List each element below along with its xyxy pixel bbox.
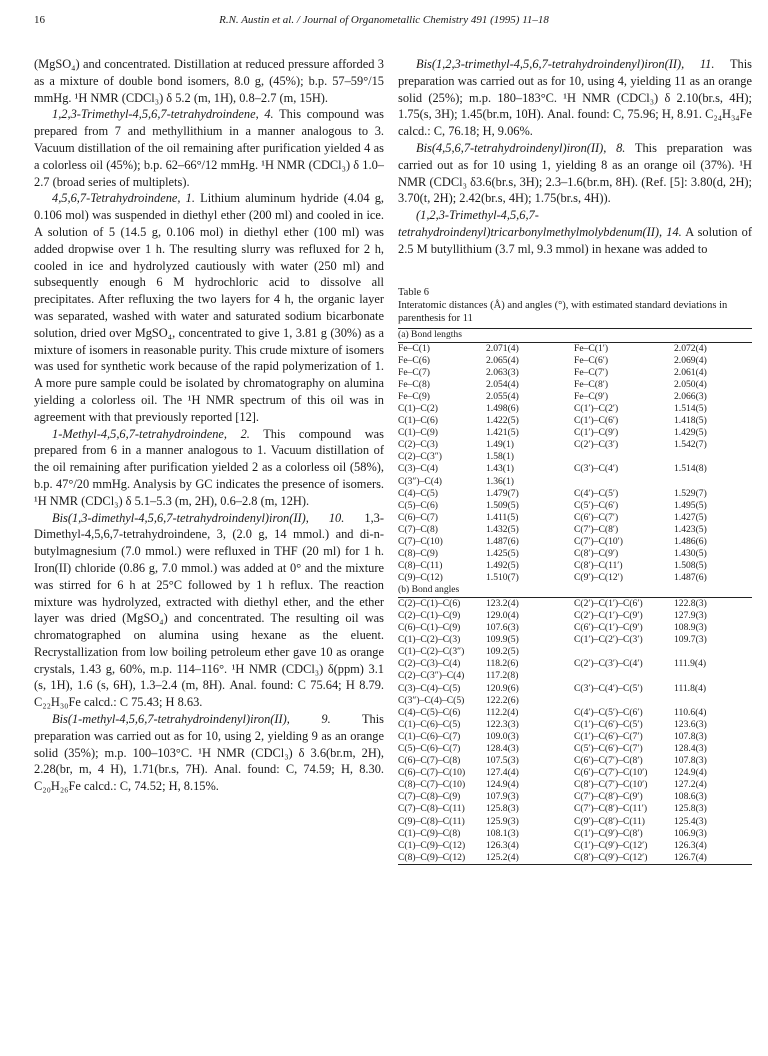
- table-cell: 1.425(5): [486, 548, 519, 560]
- table-cell: 127.4(4): [486, 767, 519, 779]
- table-cell: 127.9(3): [674, 609, 707, 621]
- table-cell: C(1)–C(6): [398, 415, 438, 427]
- table-cell: Fe–C(9): [398, 390, 430, 402]
- table-cell: C(2)–C(3)–C(4): [398, 658, 461, 670]
- journal-reference: R.N. Austin et al. / Journal of Organometallic Chemistry 491 (1995) 11–18: [219, 14, 549, 26]
- table-cell: C(8′)–C(11′): [574, 560, 623, 572]
- table-cell: 2.071(4): [486, 342, 519, 354]
- table-cell: 1.43(1): [486, 463, 514, 475]
- table-cell: C(9′)–C(8′)–C(11): [574, 815, 645, 827]
- table-bottom-rule: [398, 864, 752, 865]
- table-cell: 108.1(3): [486, 827, 519, 839]
- table-cell: [674, 646, 752, 658]
- table-cell: 2.072(4): [674, 342, 707, 354]
- table-cell: Fe–C(6): [398, 354, 430, 366]
- table-cell: 123.6(3): [674, 718, 707, 730]
- table-cell: C(8)–C(7)–C(10): [398, 779, 466, 791]
- table-cell: C(8)–C(11): [398, 560, 443, 572]
- paragraph: [34, 56, 384, 106]
- table-row: [398, 743, 752, 755]
- table-row: [398, 427, 752, 439]
- table-row: [398, 634, 752, 646]
- table-cell: Fe–C(7): [398, 366, 430, 378]
- table-cell: C(9′)–C(12′): [574, 572, 623, 584]
- table-cell: C(6)–C(7)–C(10): [398, 767, 466, 779]
- table-title: Table 6: [398, 287, 430, 298]
- table-cell: C(2)–C(1)–C(6): [398, 597, 461, 609]
- table-cell: 110.6(4): [674, 706, 707, 718]
- table-row: [398, 598, 752, 610]
- table-cell: 128.4(3): [674, 743, 707, 754]
- paragraph: [398, 140, 752, 207]
- paragraph-text: This compound was prepared from 7 and methyllithium in a manner analogous to 3. Vacuum distillation of the oil remaining after purification yielded 4 as a colorless oil (45%); b.p. 62–66°/12 mmHg. ¹H NMR (CDCl₃) δ 1.0–2.7 (broad series of multiplets).: [34, 107, 384, 189]
- table-cell: [574, 476, 674, 488]
- table-cell: 107.8(3): [674, 730, 707, 742]
- table-cell: C(1′)–C(9′)–C(12′): [574, 839, 648, 851]
- table-row: [398, 622, 752, 634]
- table-cell: C(1′)–C(6′)–C(5′): [574, 718, 643, 730]
- table-cell: C(1′)–C(2′)–C(3′): [574, 634, 643, 646]
- table-cell: 2.063(3): [486, 366, 519, 378]
- table-cell: C(1′)–C(6′): [574, 415, 619, 427]
- paragraph-text: A solution of 2.5 M butyllithium (3.7 ml, 9.3 mmol) in hexane was added to: [398, 224, 752, 256]
- table-cell: 107.6(3): [486, 622, 519, 634]
- table-cell: 111.9(4): [674, 658, 707, 670]
- paragraph-text: (MgSO₄) and concentrated. Distillation at reduced pressure afforded 3 as a mixture of double bond isomers, 8.0 g, (45%); b.p. 57–59°/15 mmHg. ¹H NMR (CDCl₃) δ 5.2 (m, 1H), 0.8–2.7 (m, 15H).: [34, 57, 384, 105]
- table-row: [398, 572, 752, 584]
- table-cell: 126.3(4): [486, 839, 519, 851]
- table-cell: 124.9(4): [486, 779, 519, 791]
- table-cell: 117.2(8): [486, 670, 519, 682]
- table-cell: C(1)–C(9)–C(12): [398, 839, 466, 851]
- table-cell: C(1)–C(9): [398, 427, 438, 439]
- table-cell: C(3′)–C(4′): [574, 463, 619, 475]
- table-cell: 1.510(7): [486, 572, 519, 584]
- paragraph-text: This preparation was carried out as for 10 using 1, yielding 8 as an orange oil (37%). ¹H NMR (CDCl₃ δ3.6(br.s, 3H); 2.3–1.6(br.m, 8H). (Ref. [5]: 3.80(d, 2H); 3.70(t, 2H); 2.42(br.s, 4H); 1.75(br.s, 4H)).: [398, 140, 752, 206]
- table-cell: 1.514(5): [674, 402, 707, 414]
- table-cell: C(8′)–C(9′): [574, 548, 619, 560]
- table-cell: Fe–C(8′): [574, 378, 609, 390]
- paragraph: [34, 510, 384, 712]
- table-caption: Interatomic distances (Å) and angles (°), with estimated standard deviations in parenthesis for 11: [398, 300, 728, 324]
- table-cell: C(2′)–C(1′)–C(9′): [574, 609, 643, 621]
- table-row: [398, 512, 752, 524]
- table-cell: C(2)–C(3): [398, 439, 438, 451]
- paragraph: [34, 190, 384, 425]
- table-cell: 1.479(7): [486, 487, 519, 499]
- table-row: [398, 463, 752, 475]
- table-cell: 127.2(4): [674, 779, 707, 791]
- table-row: [398, 816, 752, 828]
- paragraph-heading: 4,5,6,7-Tetrahydroindene, 1.: [52, 191, 195, 206]
- table-cell: C(9)–C(8)–C(11): [398, 815, 465, 827]
- table-cell: Fe–C(1): [398, 342, 430, 354]
- table-row: [398, 415, 752, 427]
- paragraph-text: 1,3-Dimethyl-4,5,6,7-tetrahydroindene, 3, (2.0 g, 14 mmol.) and di-n-butylmagnesium (7.0 mmol.) were refluxed in THF (20 ml) for 1 h. Iron(II) chloride (0.86 g, 7.0 mmol.) was added at 0° and the mixture was stirred for 6 h at 25°C followed by 1 h reflux. The reaction mixture was hydrolyzed, extracted with diethyl ether, and the ether layer was dried (MgSO₄) and concentrated. The resulting oil was chromatographed on alumina using hexane as the eluent. Recrystallization from low boiling petroleum ether gave 10 as orange crystals, 1.43 g, 60%, m.p. 114–116°. ¹H NMR (CDCl₃) δ(ppm) 3.1 (s, 1H), 1.6 (s, 6H), 1.3–2.4 (m, 8H). Anal. found: C 75.64; H 8.79. C₂₂H₃₀Fe calcd.: C 75.43; H 8.63.: [34, 510, 384, 710]
- table-cell: 1.58(1): [486, 451, 514, 463]
- table-cell: C(6)–C(7): [398, 511, 438, 523]
- table-cell: C(3)–C(4)–C(5): [398, 682, 461, 694]
- running-head: [34, 14, 734, 32]
- table-cell: [574, 451, 674, 463]
- table-cell: 109.2(5): [486, 646, 519, 658]
- paragraph: [34, 711, 384, 795]
- right-column: [398, 56, 752, 258]
- table-cell: 1.487(6): [674, 572, 707, 584]
- table-cell: [674, 451, 752, 463]
- paragraph: [34, 106, 384, 190]
- table-cell: 1.486(6): [674, 536, 707, 547]
- table-cell: C(1′)–C(9′)–C(8′): [574, 827, 643, 839]
- table-cell: C(2′)–C(1′)–C(6′): [574, 597, 643, 609]
- table-row: [398, 343, 752, 355]
- table-cell: [574, 646, 674, 658]
- table-row: [398, 439, 752, 451]
- table-cell: 1.492(5): [486, 560, 519, 572]
- table-cell: 124.9(4): [674, 767, 707, 779]
- table-6: [398, 286, 752, 865]
- table-row: [398, 719, 752, 731]
- table-row: [398, 355, 752, 367]
- table-row: [398, 646, 752, 658]
- table-cell: 1.529(7): [674, 487, 707, 499]
- table-cell: 125.9(3): [486, 815, 519, 827]
- paragraph-heading: 1,2,3-Trimethyl-4,5,6,7-tetrahydroindene, 4.: [52, 107, 274, 122]
- table-cell: C(8)–C(9)–C(12): [398, 851, 466, 863]
- table-row: [398, 403, 752, 415]
- table-cell: C(3″)–C(4): [398, 475, 442, 487]
- table-row: [398, 670, 752, 682]
- table-cell: 2.069(4): [674, 354, 707, 366]
- table-cell: C(1′)–C(9′): [574, 427, 619, 439]
- table-cell: [574, 670, 674, 682]
- table-cell: 106.9(3): [674, 827, 707, 839]
- table-cell: C(8)–C(9): [398, 548, 438, 560]
- table-cell: [674, 695, 752, 707]
- table-cell: 125.8(3): [486, 803, 519, 815]
- table-cell: C(8′)–C(9′)–C(12′): [574, 851, 648, 863]
- table-row: [398, 451, 752, 463]
- table-cell: 2.055(4): [486, 390, 519, 402]
- table-cell: Fe–C(9′): [574, 390, 609, 402]
- table-cell: C(7)–C(8): [398, 523, 438, 535]
- table-row: [398, 536, 752, 548]
- table-cell: C(6′)–C(7′)–C(10′): [574, 767, 648, 779]
- table-cell: C(3′)–C(4′)–C(5′): [574, 682, 643, 694]
- table-cell: 1.498(6): [486, 402, 519, 414]
- table-cell: 128.4(3): [486, 743, 519, 754]
- table-cell: C(1′)–C(6′)–C(7′): [574, 730, 643, 742]
- table-row: [398, 476, 752, 488]
- table-cell: C(7′)–C(8′)–C(11′): [574, 803, 648, 815]
- table-cell: C(2)–C(3″)–C(4): [398, 670, 465, 682]
- table-cell: 2.066(3): [674, 390, 707, 402]
- table-cell: 1.542(7): [674, 439, 707, 451]
- table-cell: 108.6(3): [674, 791, 707, 803]
- table-cell: 122.2(6): [486, 694, 519, 706]
- table-cell: 1.429(5): [674, 427, 707, 439]
- table-cell: C(1)–C(2): [398, 402, 438, 414]
- table-cell: C(1)–C(2)–C(3″): [398, 646, 465, 658]
- paragraph-heading: 1-Methyl-4,5,6,7-tetrahydroindene, 2.: [52, 426, 250, 441]
- table-cell: 125.8(3): [674, 803, 707, 815]
- table-cell: 1.430(5): [674, 548, 707, 560]
- table-section-bond-lengths: (a) Bond lengths: [398, 329, 462, 340]
- table-cell: 1.422(5): [486, 415, 519, 427]
- table-cell: C(7)–C(10): [398, 536, 443, 547]
- table-row: [398, 840, 752, 852]
- table-cell: C(1)–C(2)–C(3): [398, 634, 461, 646]
- paragraph-heading: (1,2,3-Trimethyl-4,5,6,7-tetrahydroindenyl)tricarbonylmethylmolybdenum(II), 14.: [398, 208, 682, 239]
- table-cell: 2.061(4): [674, 366, 707, 378]
- table-row: [398, 391, 752, 403]
- table-cell: 1.49(1): [486, 439, 514, 451]
- table-cell: Fe–C(8): [398, 378, 430, 390]
- table-row: [398, 791, 752, 803]
- table-cell: Fe–C(1′): [574, 342, 609, 354]
- table-cell: C(3″)–C(4)–C(5): [398, 694, 465, 706]
- table-cell: C(4′)–C(5′)–C(6′): [574, 706, 643, 718]
- paragraph-heading: Bis(1-methyl-4,5,6,7-tetrahydroindenyl)iron(II), 9.: [52, 712, 331, 727]
- paragraph-heading: Bis(1,2,3-trimethyl-4,5,6,7-tetrahydroindenyl)iron(II), 11.: [416, 57, 715, 71]
- table-cell: C(8′)–C(7′)–C(10′): [574, 779, 648, 791]
- table-cell: 2.054(4): [486, 378, 519, 390]
- table-row: [398, 367, 752, 379]
- table-cell: [674, 670, 752, 682]
- paragraph: [398, 56, 752, 140]
- table-row: [398, 610, 752, 622]
- table-cell: 107.8(3): [674, 755, 707, 767]
- table-cell: 1.423(5): [674, 523, 707, 535]
- table-cell: Fe–C(7′): [574, 366, 609, 378]
- table-cell: 109.0(3): [486, 730, 519, 742]
- table-cell: C(6′)–C(7′): [574, 511, 619, 523]
- table-cell: 1.418(5): [674, 415, 707, 427]
- table-cell: C(1)–C(9)–C(8): [398, 827, 461, 839]
- table-row: [398, 779, 752, 791]
- table-cell: C(6′)–C(7′)–C(8′): [574, 755, 643, 767]
- table-cell: C(9)–C(12): [398, 572, 443, 584]
- table-cell: C(4)–C(5): [398, 487, 438, 499]
- paragraph-text: This preparation was carried out as for 10, using 4, yielding 11 as an orange solid (25%); m.p. 180–183°C. ¹H NMR (CDCl₃) δ 2.10(br.s, 4H); 1.75(s, 3H); 1.45(br.m, 10H). Anal. found: C, 75.96; H, 8.91. C₂₄H₃₄Fe calcd.: C, 76.18; H, 9.06%.: [398, 57, 752, 139]
- table-cell: C(4′)–C(5′): [574, 487, 619, 499]
- table-cell: 1.432(5): [486, 523, 519, 535]
- table-cell: 126.7(4): [674, 851, 707, 863]
- table-cell: 1.495(5): [674, 499, 707, 511]
- table-cell: 1.427(5): [674, 511, 707, 523]
- table-cell: C(1)–C(6)–C(5): [398, 718, 461, 730]
- table-cell: 126.3(4): [674, 839, 707, 851]
- table-cell: 125.4(3): [674, 815, 707, 827]
- table-cell: [574, 695, 674, 707]
- table-row: [398, 731, 752, 743]
- table-row: [398, 379, 752, 391]
- table-cell: 1.411(5): [486, 511, 519, 523]
- bond-lengths-table: [398, 343, 752, 585]
- table-cell: C(2′)–C(3′)–C(4′): [574, 658, 643, 670]
- table-cell: 122.8(3): [674, 597, 707, 609]
- table-row: [398, 658, 752, 670]
- table-cell: 122.3(3): [486, 718, 519, 730]
- table-cell: 107.5(3): [486, 755, 519, 767]
- table-cell: 129.0(4): [486, 609, 519, 621]
- table-cell: 1.421(5): [486, 427, 519, 439]
- page-number: 16: [34, 14, 45, 26]
- table-cell: C(3)–C(4): [398, 463, 438, 475]
- table-row: [398, 828, 752, 840]
- table-cell: 109.7(3): [674, 634, 707, 646]
- left-column: [34, 56, 384, 795]
- table-cell: C(6)–C(1)–C(9): [398, 622, 461, 634]
- table-cell: 2.050(4): [674, 378, 707, 390]
- table-cell: C(7′)–C(8′): [574, 523, 619, 535]
- table-cell: C(7)–C(8)–C(9): [398, 791, 461, 803]
- table-cell: C(5′)–C(6′)–C(7′): [574, 743, 643, 754]
- table-row: [398, 548, 752, 560]
- paragraph: [398, 207, 752, 257]
- table-row: [398, 755, 752, 767]
- table-cell: 2.065(4): [486, 354, 519, 366]
- table-cell: 1.487(6): [486, 536, 519, 547]
- table-row: [398, 803, 752, 815]
- table-row: [398, 707, 752, 719]
- table-cell: 125.2(4): [486, 851, 519, 863]
- table-cell: C(7′)–C(8′)–C(9′): [574, 791, 643, 803]
- table-cell: 120.9(6): [486, 682, 519, 694]
- paragraph-heading: Bis(4,5,6,7-tetrahydroindenyl)iron(II), 8.: [416, 140, 626, 155]
- table-cell: 108.9(3): [674, 622, 707, 634]
- table-cell: 1.514(8): [674, 463, 707, 475]
- table-cell: 107.9(3): [486, 791, 519, 803]
- table-row: [398, 695, 752, 707]
- table-cell: C(6)–C(7)–C(8): [398, 755, 461, 767]
- table-cell: C(5)–C(6)–C(7): [398, 743, 461, 754]
- table-cell: 112.2(4): [486, 706, 519, 718]
- table-section-bond-angles: (b) Bond angles: [398, 584, 460, 596]
- table-cell: 1.36(1): [486, 475, 514, 487]
- table-cell: [674, 476, 752, 488]
- table-cell: C(7)–C(8)–C(11): [398, 803, 465, 815]
- table-cell: 109.9(5): [486, 634, 519, 646]
- table-cell: C(4)–C(5)–C(6): [398, 706, 461, 718]
- paragraph-text: This preparation was carried out as for 10, using 2, yielding 9 as an orange solid (35%); m.p. 100–103°C. ¹H NMR (CDCl₃) δ 3.6(br.m, 2H), 2.28(br, m, 4 H), 1.71(br.s, 7H). Anal. found: C, 74.59; H, 8.30. C₂₀H₂₆Fe calcd.: C, 74.52; H, 8.15%.: [34, 712, 384, 794]
- table-cell: 1.508(5): [674, 560, 707, 572]
- paragraph-text: This compound was prepared from 6 in a manner analogous to 1. Vacuum distillation of the oil remaining after purification yielded 2 as a colorless oil (58%), b.p. 47°/20 mmHg. Analysis by GC indicates the presence of isomers. ¹H NMR (CDCl₃) δ 5.1–5.3 (m, 2H), 0.6–2.8 (m, 12H).: [34, 426, 384, 508]
- table-cell: C(2)–C(1)–C(9): [398, 609, 461, 621]
- paragraph-text: Lithium aluminum hydride (4.04 g, 0.106 mol) was suspended in diethyl ether (200 ml) and cooled in ice. A solution of 5 (14.5 g, 0.106 mol) in diethyl ether (100 ml) was added dropwise over 1 h. The resulting slurry was refluxed for 2 h, cooled in ice and hydrolyzed cautiously with water (250 ml) and subsequently enough 6 M hydrochloric acid to dissolve all precipitates. After refluxing the two layers for 4 h, the organic layer was separated, washed with water and saturated sodium bicarbonate solution, dried over MgSO₄, concentrated to give 1, 3.81 g (30%) as a mixture of isomers in reasonable purity. This crude mixture of isomers was used for synthetic work because of the rapid polymerization of 1. A more pure sample could be isolated by chromatography on alumina yielding a colorless oil. The ¹H NMR spectrum of this oil was in agreement with that previously reported [12].: [34, 191, 384, 424]
- table-cell: C(1)–C(6)–C(7): [398, 730, 461, 742]
- bond-angles-table: [398, 598, 752, 864]
- table-cell: 118.2(6): [486, 658, 519, 670]
- table-cell: Fe–C(6′): [574, 354, 609, 366]
- table-cell: C(2′)–C(3′): [574, 439, 619, 451]
- paragraph-heading: Bis(1,3-dimethyl-4,5,6,7-tetrahydroindenyl)iron(II), 10.: [52, 510, 345, 525]
- table-cell: C(5′)–C(6′): [574, 499, 619, 511]
- table-cell: C(6′)–C(1′)–C(9′): [574, 622, 643, 634]
- table-row: [398, 560, 752, 572]
- table-cell: C(1′)–C(2′): [574, 402, 619, 414]
- table-cell: C(5)–C(6): [398, 499, 438, 511]
- table-row: [398, 500, 752, 512]
- table-row: [398, 683, 752, 695]
- table-row: [398, 488, 752, 500]
- table-cell: 111.8(4): [674, 682, 707, 694]
- table-row: [398, 524, 752, 536]
- table-cell: C(2)–C(3″): [398, 451, 442, 463]
- paragraph: [34, 426, 384, 510]
- table-row: [398, 852, 752, 864]
- table-cell: 123.2(4): [486, 597, 519, 609]
- table-cell: C(7′)–C(10′): [574, 536, 623, 547]
- table-row: [398, 767, 752, 779]
- table-cell: 1.509(5): [486, 499, 519, 511]
